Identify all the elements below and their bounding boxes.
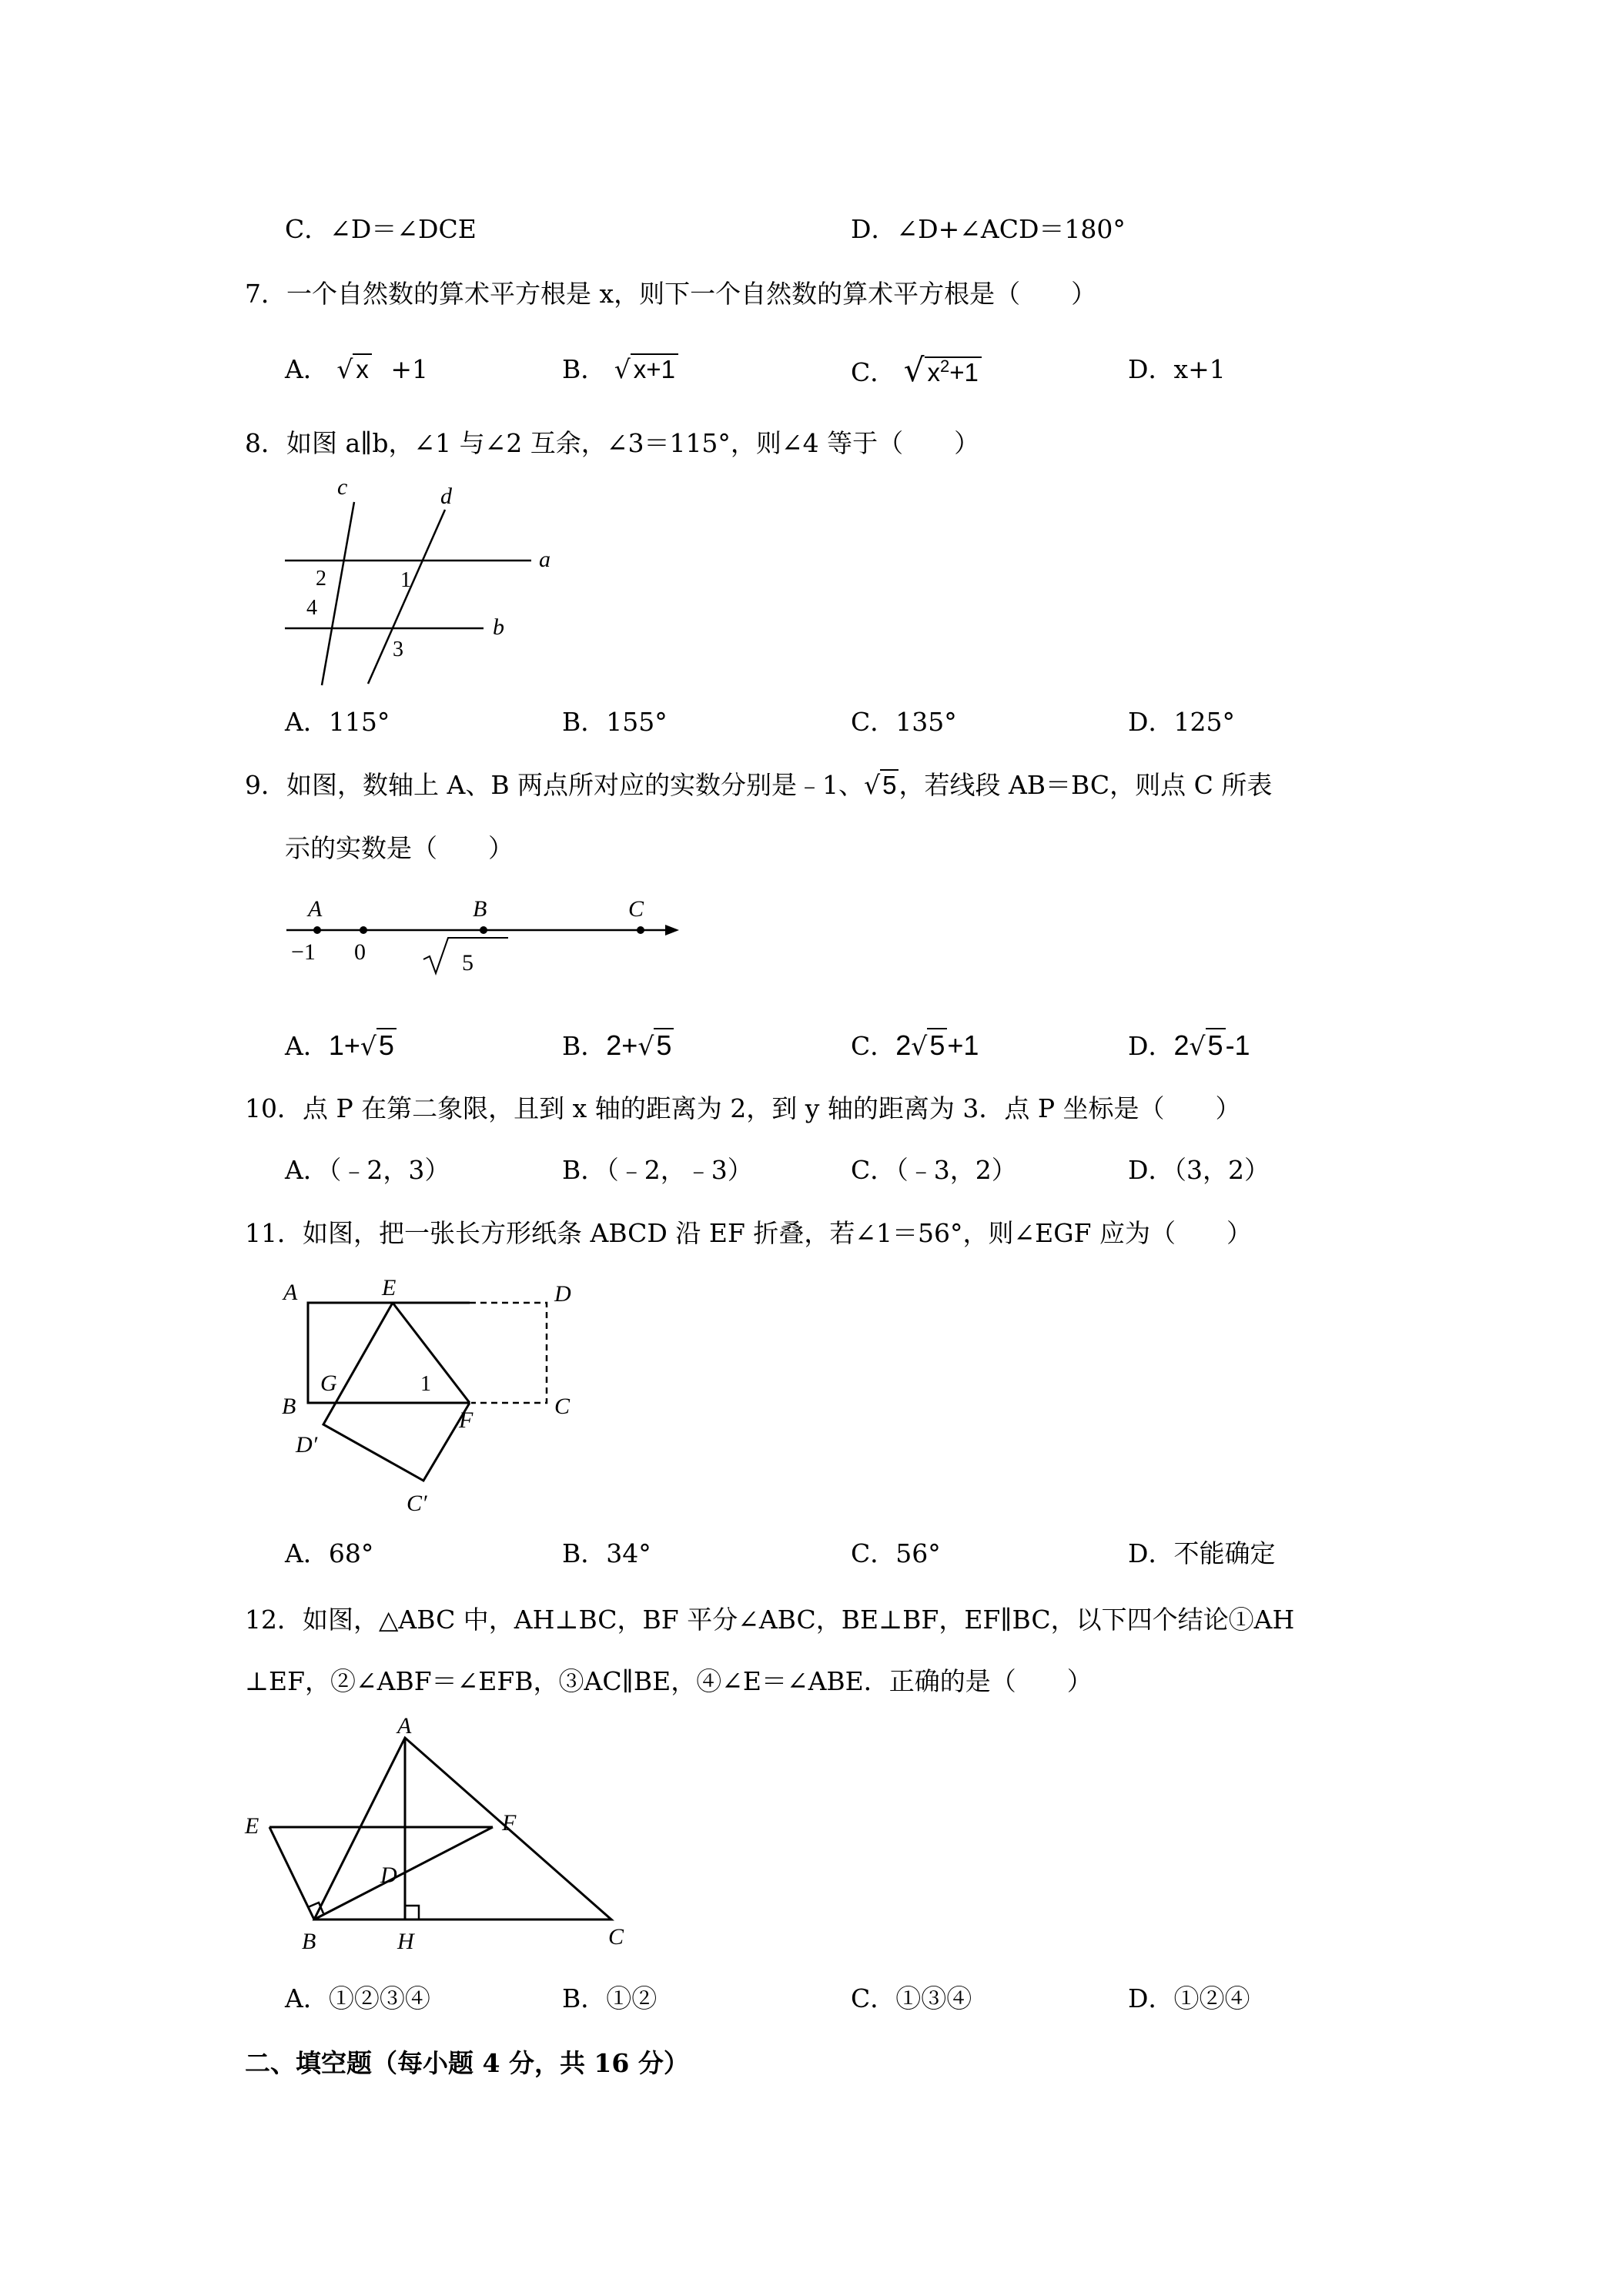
q7-a-prefix: A． bbox=[285, 354, 329, 384]
label-B: B bbox=[282, 1394, 296, 1419]
q6-option-d[interactable]: D．∠D+∠ACD＝180° bbox=[851, 214, 1126, 244]
q6-option-c[interactable]: C．∠D＝∠DCE bbox=[285, 214, 477, 244]
label-E: E bbox=[382, 1275, 397, 1300]
q7-option-b[interactable] bbox=[562, 354, 678, 385]
q10-option-d[interactable]: D．（3，2） bbox=[1128, 1155, 1270, 1185]
label-b: b bbox=[493, 614, 504, 640]
radical-icon: √ bbox=[911, 1031, 928, 1061]
q9-number-line-figure bbox=[277, 893, 685, 986]
q9-c-pre: 2 bbox=[895, 1029, 912, 1061]
q9-b-pre: 2+ bbox=[606, 1029, 638, 1061]
label-G: G bbox=[320, 1371, 337, 1396]
label-D: D bbox=[554, 1281, 571, 1307]
q12-option-c[interactable]: C．①③④ bbox=[851, 1983, 972, 2013]
q9-d-radicand: 5 bbox=[1206, 1028, 1226, 1061]
q9-b-radicand: 5 bbox=[654, 1028, 674, 1061]
q11-option-b[interactable]: B．34° bbox=[562, 1538, 651, 1568]
q9-stem-part1: 9．如图，数轴上 A、B 两点所对应的实数分别是﹣1、 bbox=[245, 770, 865, 800]
triangle-abc bbox=[314, 1738, 611, 1919]
angle-2-label: 2 bbox=[316, 567, 326, 591]
angle-1-label: 1 bbox=[400, 568, 411, 592]
angle-1-label: 1 bbox=[420, 1372, 431, 1396]
q12-figure bbox=[239, 1713, 639, 1960]
q10-option-a[interactable]: A．（﹣2，3） bbox=[285, 1155, 450, 1185]
q9-a-radicand: 5 bbox=[376, 1028, 397, 1061]
q7-b-radicand: x+1 bbox=[631, 353, 678, 383]
q9-d-pre: 2 bbox=[1173, 1029, 1190, 1061]
q12-option-a[interactable]: A．①②③④ bbox=[285, 1983, 430, 2013]
q12-option-d[interactable]: D．①②④ bbox=[1128, 1983, 1250, 2013]
right-angle-mark-h bbox=[405, 1906, 419, 1919]
line-d bbox=[368, 510, 445, 684]
line-c bbox=[322, 502, 354, 685]
radical-icon: √ bbox=[1189, 1031, 1206, 1061]
q9-b-prefix: B． bbox=[562, 1031, 607, 1061]
q7-c-exp: 2 bbox=[940, 356, 950, 376]
q7-stem: 7．一个自然数的算术平方根是 x，则下一个自然数的算术平方根是（ ） bbox=[245, 279, 1097, 309]
point-a bbox=[313, 926, 321, 934]
q8-option-d[interactable]: D．125° bbox=[1128, 707, 1235, 737]
point-b bbox=[480, 926, 487, 934]
radical-icon: √ bbox=[903, 351, 925, 389]
tick-label-zero: 0 bbox=[354, 939, 366, 965]
number-line-arrow-icon bbox=[665, 925, 679, 935]
q7-c-tail: +1 bbox=[949, 358, 979, 387]
q7-a-suffix: +1 bbox=[390, 354, 429, 384]
q11-stem: 11．如图，把一张长方形纸条 ABCD 沿 EF 折叠，若∠1＝56°，则∠EGF 应为（ ） bbox=[245, 1218, 1252, 1248]
q12-stem-line1: 12．如图，△ABC 中，AH⊥BC，BF 平分∠ABC，BE⊥BF，EF∥BC，以下四个结论①AH bbox=[245, 1605, 1295, 1635]
folded-part bbox=[323, 1303, 470, 1481]
q9-c-post: +1 bbox=[947, 1029, 979, 1061]
q9-stem-part2: ，若线段 AB＝BC，则点 C 所表 bbox=[899, 770, 1273, 800]
label-D: D bbox=[380, 1863, 397, 1888]
q9-stem-line1 bbox=[245, 770, 1272, 801]
label-E: E bbox=[245, 1813, 259, 1839]
q9-d-post: -1 bbox=[1225, 1029, 1250, 1061]
label-a: a bbox=[539, 547, 550, 572]
label-A: A bbox=[397, 1713, 412, 1739]
q7-option-c[interactable] bbox=[851, 351, 982, 390]
q8-option-c[interactable]: C．135° bbox=[851, 707, 957, 737]
q8-option-a[interactable]: A．115° bbox=[285, 707, 390, 737]
q9-a-pre: 1+ bbox=[328, 1029, 360, 1061]
label-D-prime: D′ bbox=[296, 1432, 318, 1458]
q8-stem: 8．如图 a∥b，∠1 与∠2 互余，∠3＝115°，则∠4 等于（ ） bbox=[245, 428, 980, 458]
segment-bf bbox=[314, 1827, 493, 1919]
q9-option-d[interactable] bbox=[1128, 1029, 1250, 1062]
tick-label-sqrt5: 5 bbox=[462, 950, 474, 976]
q9-c-prefix: C． bbox=[851, 1031, 896, 1061]
label-H: H bbox=[397, 1929, 414, 1954]
segment-eb bbox=[269, 1827, 314, 1919]
q11-option-a[interactable]: A．68° bbox=[285, 1538, 374, 1568]
q8-figure bbox=[277, 470, 570, 693]
label-c: c bbox=[337, 474, 348, 500]
point-c bbox=[637, 926, 644, 934]
q11-option-c[interactable]: C．56° bbox=[851, 1538, 941, 1568]
q7-c-radicand bbox=[925, 356, 982, 387]
q12-option-b[interactable]: B．①② bbox=[562, 1983, 658, 2013]
q10-option-b[interactable]: B．（﹣2，﹣3） bbox=[562, 1155, 753, 1185]
q7-a-radicand: x bbox=[353, 353, 372, 383]
label-C-prime: C′ bbox=[407, 1491, 427, 1516]
label-A: A bbox=[308, 896, 323, 922]
q9-stem-line2: 示的实数是（ ） bbox=[285, 833, 514, 863]
tick-label-minus-one: −1 bbox=[291, 939, 316, 965]
q7-option-a[interactable] bbox=[285, 354, 428, 385]
radical-icon: √ bbox=[614, 354, 631, 384]
label-B: B bbox=[473, 896, 487, 922]
label-C: C bbox=[628, 896, 644, 922]
q11-option-d[interactable]: D．不能确定 bbox=[1128, 1538, 1276, 1568]
q7-c-base: x bbox=[927, 358, 941, 387]
q11-figure bbox=[277, 1263, 585, 1525]
q9-a-prefix: A． bbox=[285, 1031, 329, 1061]
q9-c-radicand: 5 bbox=[927, 1028, 947, 1061]
label-C: C bbox=[608, 1924, 624, 1950]
q9-option-c[interactable] bbox=[851, 1029, 979, 1062]
angle-4-label: 4 bbox=[306, 596, 317, 620]
label-F: F bbox=[502, 1810, 517, 1836]
q7-c-prefix: C． bbox=[851, 357, 896, 387]
radical-icon: √ bbox=[360, 1031, 376, 1061]
q9-d-prefix: D． bbox=[1128, 1031, 1174, 1061]
q8-option-b[interactable]: B．155° bbox=[562, 707, 668, 737]
point-zero bbox=[360, 926, 367, 934]
q10-stem: 10．点 P 在第二象限，且到 x 轴的距离为 2，到 y 轴的距离为 3．点 P 坐标是（ ） bbox=[245, 1093, 1241, 1123]
label-A: A bbox=[283, 1280, 298, 1305]
q9-option-a[interactable] bbox=[285, 1029, 397, 1062]
section-2-heading: 二、填空题（每小题 4 分，共 16 分） bbox=[245, 2048, 689, 2078]
label-d: d bbox=[440, 484, 452, 509]
rect-dashed-edges bbox=[470, 1303, 547, 1403]
angle-3-label: 3 bbox=[393, 638, 403, 661]
radical-icon: √ bbox=[864, 770, 881, 800]
q12-stem-line2: ⊥EF，②∠ABF＝∠EFB，③AC∥BE，④∠E＝∠ABE．正确的是（ ） bbox=[245, 1666, 1093, 1696]
q10-option-c[interactable]: C．（﹣3，2） bbox=[851, 1155, 1017, 1185]
q9-option-b[interactable] bbox=[562, 1029, 674, 1062]
radical-icon: √ bbox=[637, 1031, 654, 1061]
q7-option-d[interactable]: D．x+1 bbox=[1128, 354, 1226, 384]
label-B: B bbox=[302, 1929, 316, 1954]
q7-b-prefix: B． bbox=[562, 354, 607, 384]
radical-icon: √ bbox=[336, 354, 353, 384]
q9-stem-radicand: 5 bbox=[880, 769, 899, 799]
fold-line-ef bbox=[393, 1303, 470, 1403]
label-C: C bbox=[554, 1394, 571, 1419]
label-F: F bbox=[459, 1407, 474, 1433]
